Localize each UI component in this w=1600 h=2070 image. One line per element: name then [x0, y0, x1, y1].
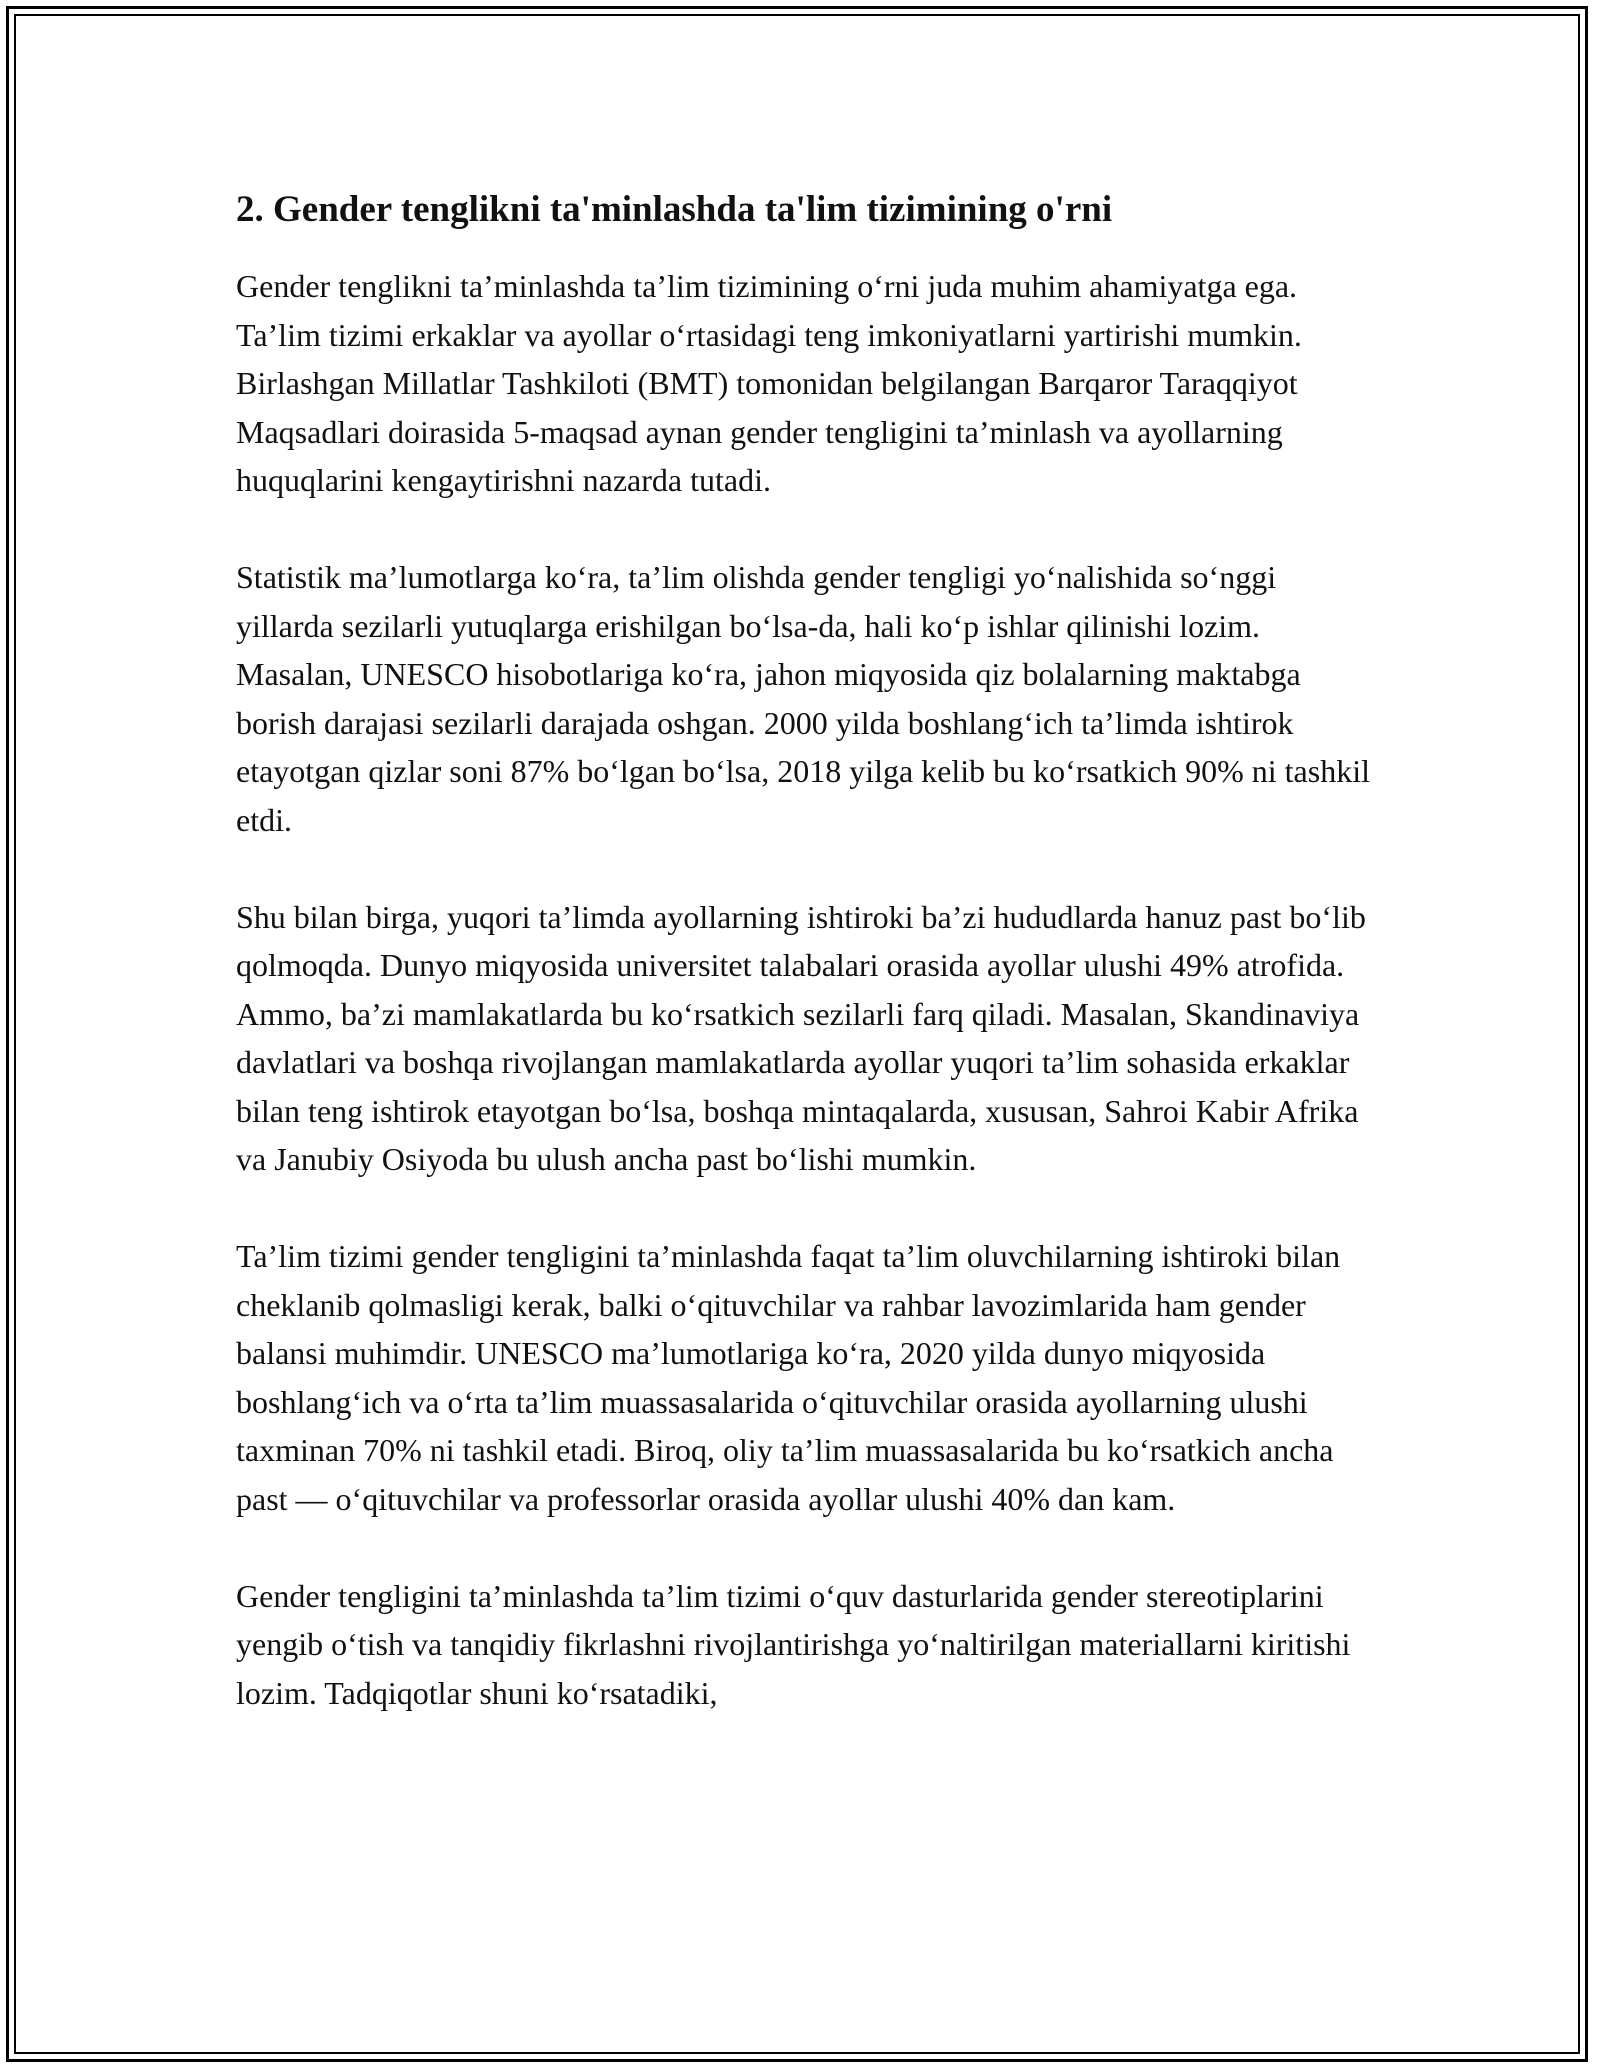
section-heading: 2. Gender tenglikni ta'minlashda ta'lim tizimining o'rni: [236, 189, 1113, 230]
document-body: [236, 186, 1376, 1766]
paragraph-4: Ta’lim tizimi gender tengligini ta’minlashda faqat ta’lim oluvchilarning ishtiroki bilan cheklanib qolmasligi kerak, balki o‘qituvchilar va rahbar lavozimlarida ham gender balansi muhimdir. UNESCO ma’lumotlariga ko‘ra, 2020 yilda dunyo miqyosida boshlang‘ich va o‘rta ta’lim muassasalarida o‘qituvchilar orasida ayollarning ulushi taxminan 70% ni tashkil etadi. Biroq, oliy ta’lim muassasalarida bu ko‘rsatkich ancha past — o‘qituvchilar va professorlar orasida ayollar ulushi 40% dan kam.: [236, 1238, 1341, 1517]
paragraph-5: Gender tengligini ta’minlashda ta’lim tizimi o‘quv dasturlarida gender stereotiplarini yengib o‘tish va tanqidiy fikrlashni rivojlantirishga yo‘naltirilgan materiallarni kiritishi lozim. Tadqiqotlar shuni ko‘rsatadiki,: [236, 1577, 1351, 1711]
paragraph-3: Shu bilan birga, yuqori ta’limda ayollarning ishtiroki ba’zi hududlarda hanuz past bo‘lib qolmoqda. Dunyo miqyosida universitet talabalari orasida ayollar ulushi 49% atrofida. Ammo, ba’zi mamlakatlarda bu ko‘rsatkich sezilarli farq qiladi. Masalan, Skandinaviya davlatlari va boshqa rivojlangan mamlakatlarda ayollar yuqori ta’lim sohasida erkaklar bilan teng ishtirok etayotgan bo‘lsa, boshqa mintaqalarda, xususan, Sahroi Kabir Afrika va Janubiy Osiyoda bu ulush ancha past bo‘lishi mumkin.: [236, 898, 1366, 1178]
paragraph-2: Statistik ma’lumotlarga ko‘ra, ta’lim olishda gender tengligi yo‘nalishida so‘nggi yillarda sezilarli yutuqlarga erishilgan bo‘lsa-da, hali ko‘p ishlar qilinishi lozim. Masalan, UNESCO hisobotlariga ko‘ra, jahon miqyosida qiz bolalarning maktabga borish darajasi sezilarli darajada oshgan. 2000 yilda boshlang‘ich ta’limda ishtirok etayotgan qizlar soni 87% bo‘lgan bo‘lsa, 2018 yilga kelib bu ko‘rsatkich 90% ni tashkil etdi.: [236, 559, 1370, 838]
paragraph-1: Gender tenglikni ta’minlashda ta’lim tizimining o‘rni juda muhim ahamiyatga ega. Ta’lim tizimi erkaklar va ayollar o‘rtasidagi teng imkoniyatlarni yartirishi mumkin. Birlashgan Millatlar Tashkiloti (BMT) tomonidan belgilangan Barqaror Taraqqiyot Maqsadlari doirasida 5-maqsad aynan gender tengligini ta’minlash va ayollarning huquqlarini kengaytirishni nazarda tutadi.: [236, 268, 1302, 499]
